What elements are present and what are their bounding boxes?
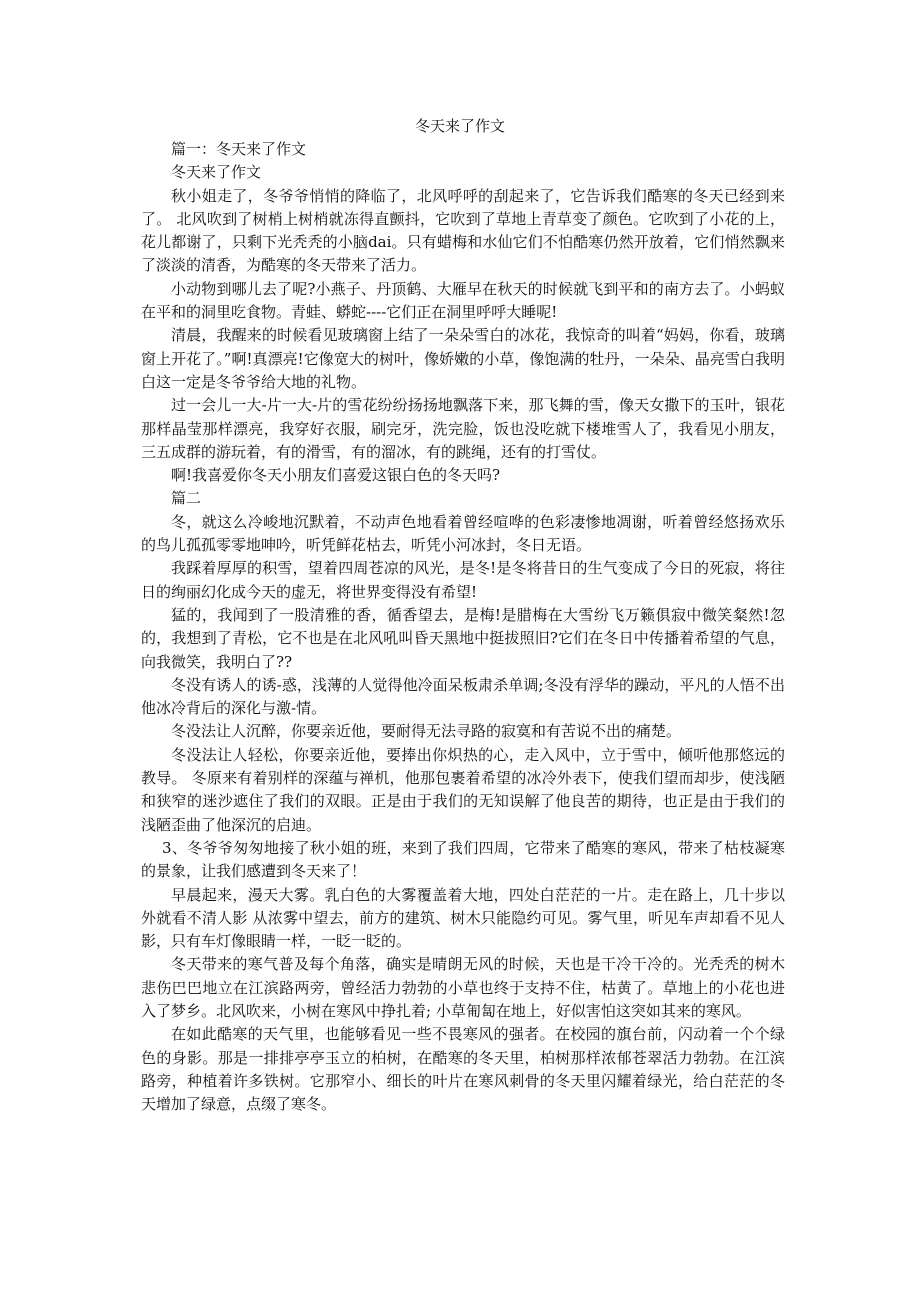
body-paragraph: 清晨，我醒来的时候看见玻璃窗上结了一朵朵雪白的冰花，我惊奇的叫着“妈妈，你看，玻璃窗上开花了。”啊!真漂亮!它像宽大的树叶，像娇嫩的小草，像饱满的牡丹，一朵朵、晶亮雪白我明白这一定是冬爷爷给大地的礼物。 [141, 326, 785, 391]
body-paragraph: 秋小姐走了，冬爷爷悄悄的降临了，北风呼呼的刮起来了，它告诉我们酷寒的冬天已经到来了。 北风吹到了树梢上树梢就冻得直颤抖，它吹到了草地上青草变了颜色。它吹到了小花的上，花儿都谢了，只剩下光秃秃的小脑dai。只有蜡梅和水仙它们不怕酷寒仍然开放着，它们悄然飘来了淡淡的清香，为酷寒的冬天带来了活力。 [141, 186, 785, 275]
numbered-paragraph: 3、冬爷爷匆匆地接了秋小姐的班，来到了我们四周，它带来了酷寒的寒风，带来了枯枝凝寒的景象，让我们感遭到冬天来了！ [141, 838, 785, 881]
body-paragraph: 早晨起来，漫天大雾。乳白色的大雾覆盖着大地，四处白茫茫的一片。走在路上，几十步以外就看不清人影 从浓雾中望去，前方的建筑、树木只能隐约可见。雾气里，听见车声却看不见人影，只有车灯像眼睛一样，一眨一眨的。 [141, 885, 785, 951]
body-paragraph: 小动物到哪儿去了呢?小燕子、丹顶鹤、大雁早在秋天的时候就飞到平和的南方去了。小蚂蚁在平和的洞里吃食物。青蛙、蟒蛇----它们正在洞里呼呼大睡呢! [141, 279, 785, 322]
body-paragraph: 过一会儿一大-片一大-片的雪花纷纷扬扬地飘落下来，那飞舞的雪，像天女撒下的玉叶，银花那样晶莹那样漂亮，我穿好衣服，刷完牙，洗完脸，饭也没吃就下楼堆雪人了，我看见小朋友，三五成群的游玩着，有的滑雪，有的溜冰，有的跳绳，还有的打雪仗。 [141, 396, 785, 461]
body-paragraph: 猛的，我闻到了一股清雅的香，循香望去，是梅!是腊梅在大雪纷飞万籁俱寂中微笑粲然!忽的，我想到了青松，它不也是在北风吼叫昏天黑地中挺拔照旧?它们在冬日中传播着希望的气息，向我微笑，我明白了?? [141, 605, 785, 671]
body-paragraph: 冬没有诱人的诱-惑，浅薄的人觉得他冷面呆板肃杀单调;冬没有浮华的躁动，平凡的人悟不出他冰冷背后的深化与激-情。 [141, 675, 785, 718]
body-paragraph: 在如此酷寒的天气里，也能够看见一些不畏寒风的强者。在校园的旗台前，闪动着一个个绿色的身影。那是一排排亭亭玉立的柏树，在酷寒的冬天里，柏树那样浓郁苍翠活力勃勃。在江滨路旁，种植着许多铁树。它那窄小、细长的叶片在寒风刺骨的冬天里闪耀着绿光，给白茫茫的冬天增加了绿意，点缀了寒冬。 [141, 1025, 785, 1114]
body-paragraph: 我踩着厚厚的积雪，望着四周苍凉的风光，是冬!是冬将昔日的生气变成了今日的死寂，将往日的绚丽幻化成今天的虚无，将世界变得没有希望! [141, 559, 785, 601]
section-heading: 篇一：冬天来了作文 [171, 140, 307, 158]
body-paragraph: 啊!我喜爱你冬天小朋友们喜爱这银白色的冬天吗? [171, 466, 501, 485]
document-title: 冬天来了作文 [414, 117, 505, 135]
body-paragraph: 冬没法让人沉醉，你要亲近他，要耐得无法寻路的寂寞和有苦说不出的痛楚。 [171, 722, 682, 741]
body-paragraph: 冬，就这么冷峻地沉默着，不动声色地看着曾经喧哗的色彩凄惨地凋谢，听着曾经悠扬欢乐的鸟儿孤孤零零地呻吟，听凭鲜花枯去，听凭小河冰封，冬日无语。 [141, 512, 785, 555]
document-body [141, 138, 785, 1116]
body-paragraph: 冬没法让人轻松，你要亲近他，要捧出你炽热的心，走入风中，立于雪中，倾听他那悠远的教导。 冬原来有着别样的深蕴与禅机，他那包裹着希望的冰冷外表下，使我们望而却步，使浅陋和狭窄的迷沙遮住了我们的双眼。正是由于我们的无知误解了他良苦的期待，也正是由于我们的浅陋歪曲了他深沉的启迪。 [141, 745, 785, 834]
section-heading: 篇二 [171, 489, 202, 508]
section-subtitle: 冬天来了作文 [171, 163, 262, 182]
body-paragraph: 冬天带来的寒气普及每个角落，确实是晴朗无风的时候，天也是干冷干冷的。光秃秃的树木悲伤巴巴地立在江滨路两旁，曾经活力勃勃的小草也终于支持不住，枯黄了。草地上的小花也进入了梦乡。北风吹来，小树在寒风中挣扎着; 小草匍匐在地上，好似害怕这突如其来的寒风。 [141, 955, 785, 1020]
